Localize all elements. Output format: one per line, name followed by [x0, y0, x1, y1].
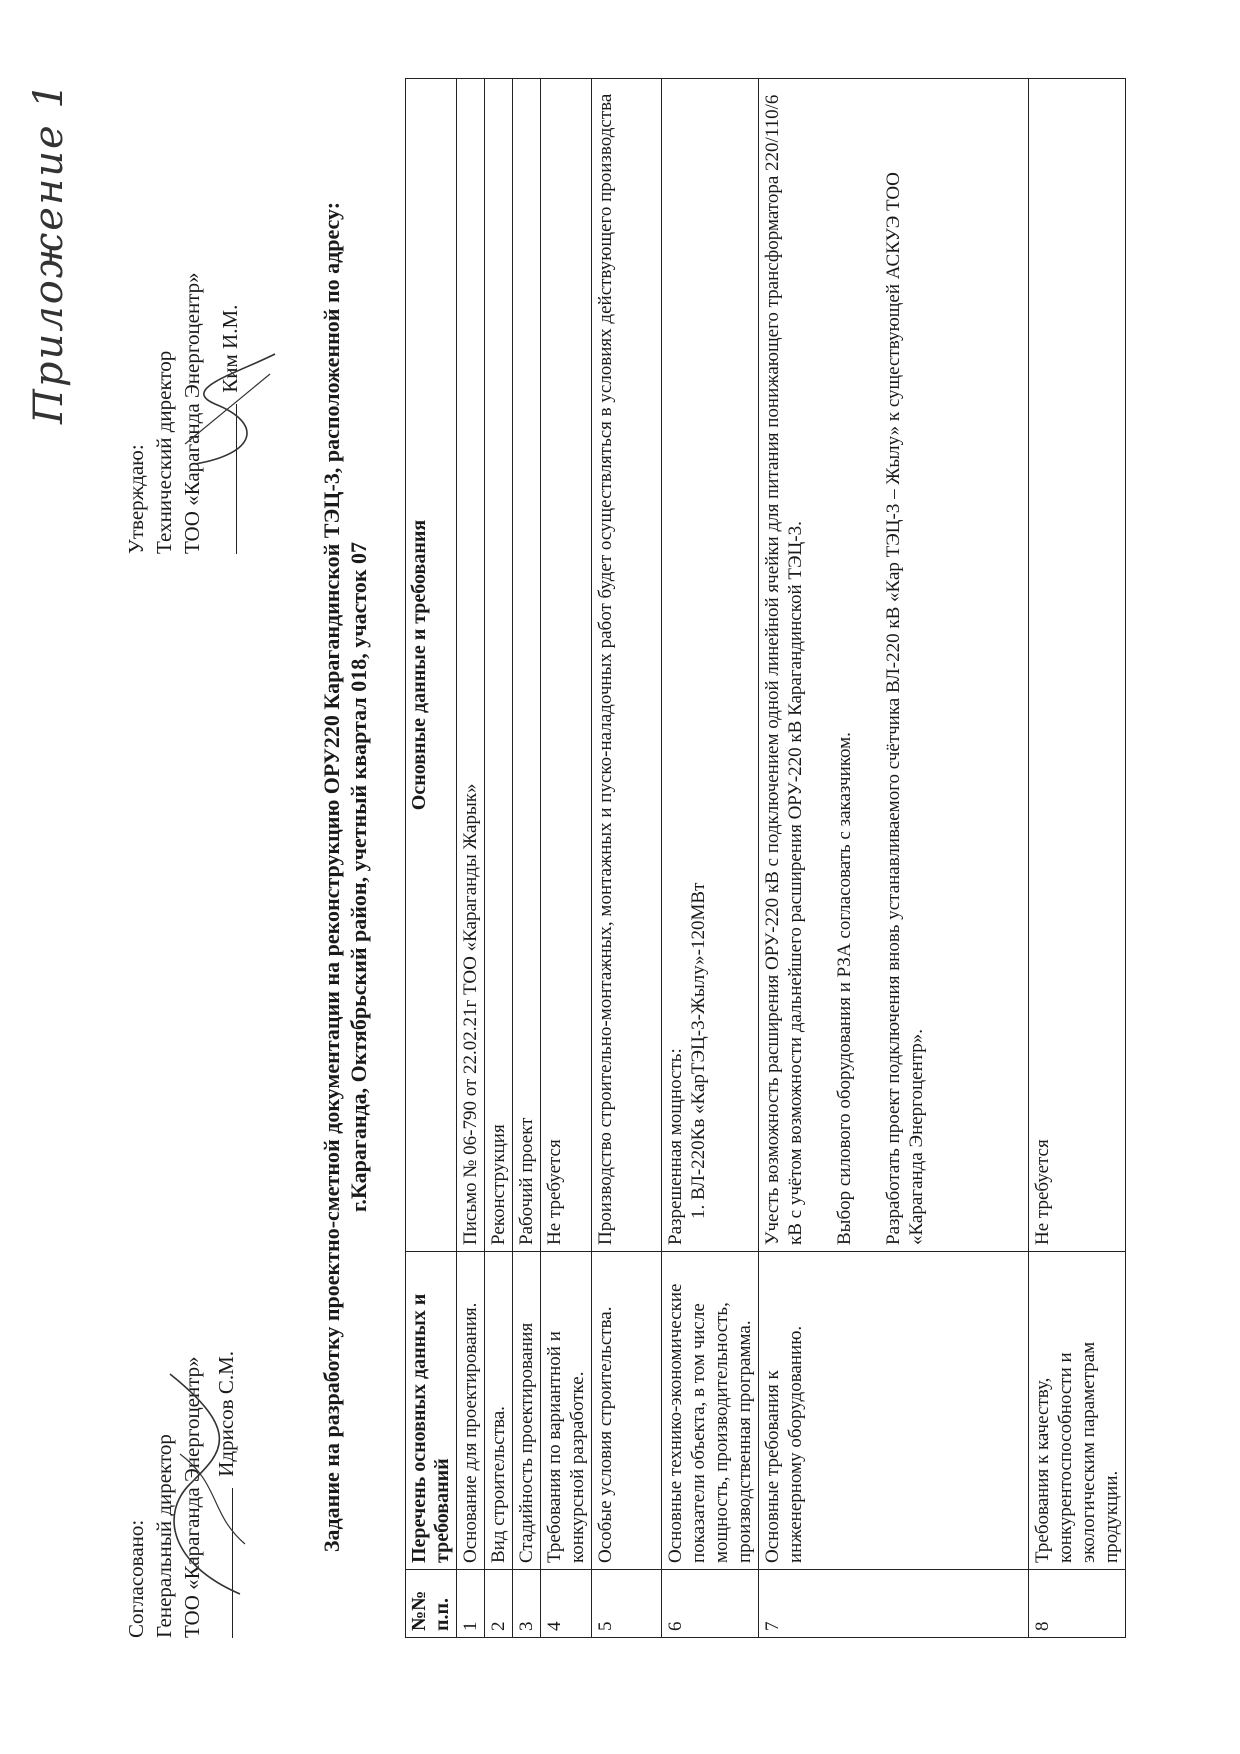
table-row [513, 79, 541, 1638]
row-number: 2 [485, 1570, 513, 1638]
document-title-line1: Задание на разработку проектно-сметной документации на реконструкцию ОРУ220 Карагандинской ТЭЦ-3, расположенной по адресу: [319, 201, 344, 1553]
document-title-line2: г.Караганда, Октябрьский район, учетный квартал 018, участок 07 [346, 541, 371, 1213]
row-item: Стадийность проектирования [513, 1252, 541, 1570]
row-value: Реконструкция [485, 79, 513, 1252]
row-value-line: Разрешенная мощность: [665, 1048, 686, 1245]
right-approval-company: ТОО «Караганда Энергоцентр» [180, 272, 204, 554]
table-row [592, 79, 662, 1638]
row-value-paragraph: Учесть возможность расширения ОРУ-220 кВ с подключением одной линейной ячейки для питания понижающего трансформатора 220/110/6 кВ с учётом возможности дальнейшего расширения ОРУ-220 кВ Карагандинской ТЭЦ-3. [762, 94, 806, 1245]
right-approval-position: Технический директор [152, 350, 176, 554]
table-row [662, 79, 759, 1638]
row-value-paragraph: Выбор силового оборудования и РЗА согласовать с заказчиком. [834, 732, 855, 1245]
row-item: Основание для проектирования. [457, 1252, 485, 1570]
left-approval-company: ТОО «Караганда Энергоцентр» [180, 1356, 204, 1638]
row-number: 5 [592, 1570, 662, 1638]
row-number: 3 [513, 1570, 541, 1638]
left-approval-heading: Согласовано: [124, 1519, 148, 1638]
header-item: Перечень основных данных и требований [406, 1252, 457, 1570]
table-row [1029, 79, 1126, 1638]
row-value-paragraph: Разработать проект подключения вновь устанавливаемого счётчика ВЛ-220 кВ «Кар ТЭЦ-3 – Жылу» к существующей АСКУЭ ТОО «Караганда Энергоцентр». [883, 172, 927, 1245]
right-approval-heading: Утверждаю: [124, 444, 148, 554]
table-row [759, 79, 1029, 1638]
right-approval-name: Ким И.М. [218, 304, 242, 393]
row-number: 6 [662, 1570, 759, 1638]
row-item: Основные технико-экономические показатели объекта, в том числе мощность, производительность, производственная программа. [662, 1252, 759, 1570]
table-row [485, 79, 513, 1638]
left-approval-name: Идрисов С.М. [214, 1350, 238, 1477]
row-value: Письмо № 06-790 от 22.02.21г ТОО «Караганды Жарык» [457, 79, 485, 1252]
row-value: Производство строительно-монтажных, монтажных и пуско-наладочных работ будет осуществляться в условиях действующего производства [592, 79, 662, 1252]
left-approval-position: Генеральный директор [152, 1434, 176, 1638]
header-number: №№ п.п. [406, 1570, 457, 1638]
left-signature-stamp [150, 1344, 260, 1604]
row-value: Рабочий проект [513, 79, 541, 1252]
row-item: Требования к качеству, конкурентоспособности и экологическим параметрам продукции. [1029, 1252, 1126, 1570]
row-value [662, 79, 759, 1252]
table-row [457, 79, 485, 1638]
row-value-line: 1. ВЛ-220Кв «КарТЭЦ-3-Жылу»-120МВт [688, 882, 709, 1219]
row-item: Основные требования к инженерному оборудованию. [759, 1252, 1029, 1570]
row-item: Вид строительства. [485, 1252, 513, 1570]
row-number: 1 [457, 1570, 485, 1638]
right-signature-stamp [175, 324, 285, 484]
handwritten-note: Приложение 1 [26, 81, 72, 424]
row-item: Требования по вариантной и конкурсной разработке. [541, 1252, 592, 1570]
row-value: Не требуется [1029, 79, 1126, 1252]
table-header-row [406, 79, 457, 1638]
row-item: Особые условия строительства. [592, 1252, 662, 1570]
row-value: Не требуется [541, 79, 592, 1252]
row-number: 8 [1029, 1570, 1126, 1638]
table-row [541, 79, 592, 1638]
row-value [759, 79, 1029, 1252]
row-number: 7 [759, 1570, 1029, 1638]
requirements-table [405, 78, 1126, 1638]
header-value: Основные данные и требования [406, 79, 457, 1252]
row-number: 4 [541, 1570, 592, 1638]
